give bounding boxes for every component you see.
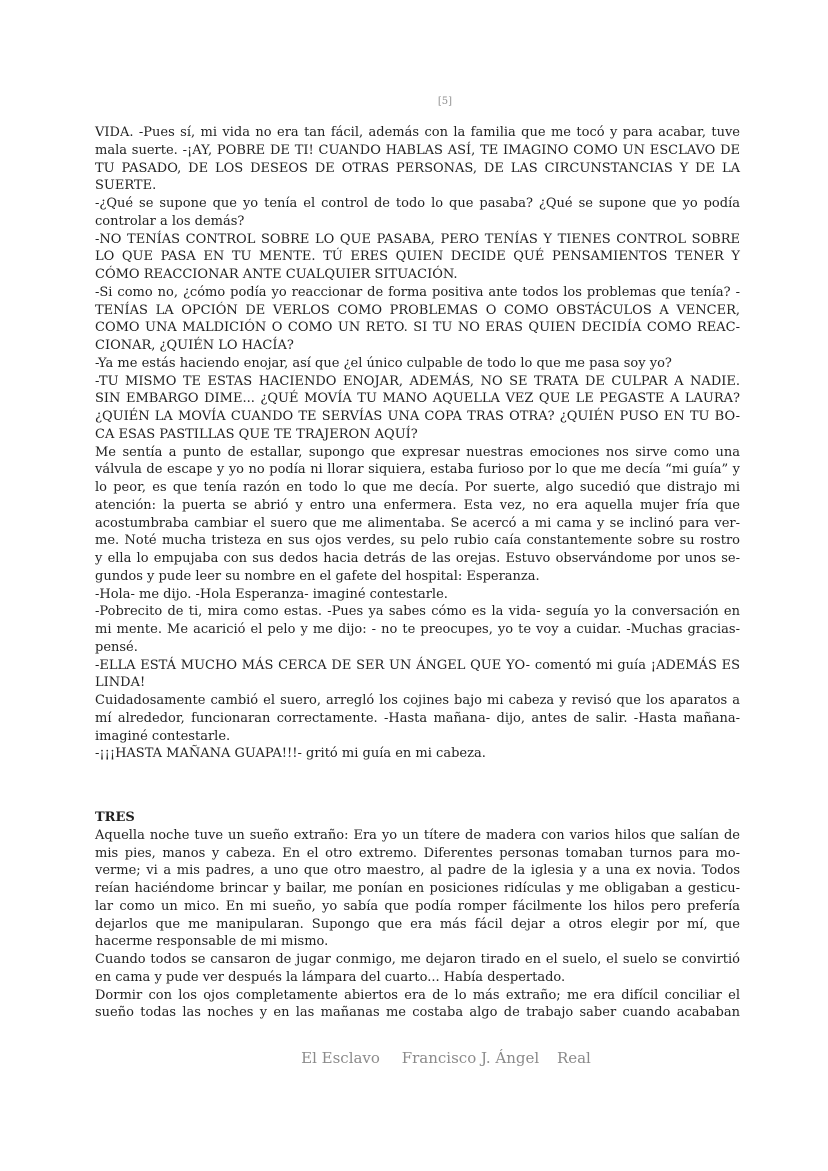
text-line: imaginé contestarle. [95, 728, 231, 744]
text-line: LINDA! [95, 675, 146, 691]
text-line: hacerme responsable de mi mismo. [95, 934, 329, 950]
text-line: -¡¡¡HASTA MAÑANA GUAPA!!!- gritó mi guía en mi cabeza. [95, 746, 486, 762]
text-line: sueño todas las noches y en las mañanas me costaba algo de trabajo saber cuando acababan [95, 1005, 740, 1021]
text-line: verme; vi a mis padres, a uno que otro maestro, al padre de la iglesia y a una ex novia. Todos [95, 863, 740, 879]
text-line: mí alrededor, funcionaran correctamente. -Hasta mañana- dijo, antes de salir. -Hasta mañana- [95, 710, 740, 726]
text-block [95, 124, 740, 1022]
text-line: -Si como no, ¿cómo podía yo reaccionar de forma positiva ante todos los problemas que tenía? - [95, 284, 740, 300]
text-line: VIDA. -Pues sí, mi vida no era tan fácil, además con la familia que me tocó y para acabar, tuve [95, 125, 740, 140]
footer-author-suffix: Real [556, 1049, 591, 1067]
text-line: dejarlos que me manipularan. Supongo que era más fácil dejar a otros elegir por mí, que [95, 916, 740, 932]
text-line: ¿QUIÉN LA MOVÍA CUANDO TE SERVÍAS UNA COPA TRAS OTRA? ¿QUIÉN PUSO EN TU BO- [95, 409, 740, 424]
text-line: reían haciéndome brincar y bailar, me ponían en posiciones ridículas y me obligaban a gesticu- [95, 881, 740, 896]
text-line: Dormir con los ojos completamente abiertos era de lo más extraño; me era difícil conciliar el [95, 987, 740, 1003]
text-line: -ELLA ESTÁ MUCHO MÁS CERCA DE SER UN ÁNGEL QUE YO- comentó mi guía ¡ADEMÁS ES [95, 657, 740, 673]
text-line: -TU MISMO TE ESTAS HACIENDO ENOJAR, ADEMÁS, NO SE TRATA DE CULPAR A NADIE. [95, 373, 740, 389]
text-line: mi mente. Me acarició el pelo y me dijo: - no te preocupes, yo te voy a cuidar. -Muchas gracias- [95, 622, 740, 637]
section-gap [95, 763, 740, 809]
text-line: TU PASADO, DE LOS DESEOS DE OTRAS PERSONAS, DE LAS CIRCUNSTANCIAS Y DE LA [95, 160, 740, 176]
text-line: Me sentía a punto de estallar, supongo que expresar nuestras emociones nos sirve como una [95, 444, 740, 460]
page-number: [5] [437, 96, 453, 107]
page-footer [64, 1049, 828, 1067]
text-line: CA ESAS PASTILLAS QUE TE TRAJERON AQUÍ? [95, 426, 418, 442]
text-line: COMO UNA MALDICIÓN O COMO UN RETO. SI TU NO ERAS QUIEN DECIDÍA COMO REAC- [95, 320, 740, 336]
text-line: CÓMO REACCIONAR ANTE CUALQUIER SITUACIÓN. [95, 267, 458, 282]
text-line: mis pies, manos y cabeza. En el otro extremo. Diferentes personas tomaban turnos para mo- [95, 845, 740, 861]
text-line: gundos y pude leer su nombre en el gafete del hospital: Esperanza. [95, 568, 540, 584]
text-line: -Hola- me dijo. -Hola Esperanza- imaginé contestarle. [95, 586, 448, 602]
text-line: -NO TENÍAS CONTROL SOBRE LO QUE PASABA, PERO TENÍAS Y TIENES CONTROL SOBRE [95, 231, 740, 247]
text-line: -Ya me estás haciendo enojar, así que ¿el único culpable de todo lo que me pasa soy yo? [95, 355, 672, 371]
text-line: lo peor, es que tenía razón en todo lo que me decía. Por suerte, algo sucedió que distrajo mi [95, 480, 740, 495]
footer-book-title: El Esclavo [301, 1049, 380, 1067]
text-line: pensé. [95, 639, 138, 655]
text-line: Cuidadosamente cambió el suero, arregló los cojines bajo mi cabeza y revisó que los aparatos a [95, 693, 740, 708]
text-line: me. Noté mucha tristeza en sus ojos verdes, su pelo rubio caía constantemente sobre su rostro [95, 533, 740, 549]
text-line: atención: la puerta se abrió y entro una enfermera. Esta vez, no era aquella mujer fría que [95, 497, 740, 513]
text-line: acostumbraba cambiar el suero que me alimentaba. Se acercó a mi cama y se inclinó para ver- [95, 515, 740, 531]
text-line: mala suerte. -¡AY, POBRE DE TI! CUANDO HABLAS ASÍ, TE IMAGINO COMO UN ESCLAVO DE [95, 142, 740, 158]
text-line: Aquella noche tuve un sueño extraño: Era yo un títere de madera con varios hilos que salían de [95, 827, 740, 843]
text-line: TENÍAS LA OPCIÓN DE VERLOS COMO PROBLEMAS O COMO OBSTÁCULOS A VENCER, [95, 302, 740, 318]
text-line: Cuando todos se cansaron de jugar conmigo, me dejaron tirado en el suelo, el suelo se convirtió [95, 952, 740, 967]
text-line: en cama y pude ver después la lámpara del cuarto... Había despertado. [95, 969, 566, 985]
text-line: lar como un mico. En mi sueño, yo sabía que podía romper fácilmente los hilos pero prefería [95, 898, 740, 914]
text-line: CIONAR, ¿QUIÉN LO HACÍA? [95, 338, 294, 353]
text-line: y ella lo empujaba con sus dedos hacia detrás de las orejas. Estuvo observándome por unos se- [95, 551, 740, 566]
text-line: controlar a los demás? [95, 213, 245, 229]
text-line: LO QUE PASA EN TU MENTE. TÚ ERES QUIEN DECIDE QUÉ PENSAMIENTOS TENER Y [95, 249, 740, 265]
section-heading: TRES [95, 810, 135, 825]
text-line: válvula de escape y yo no podía ni llorar siquiera, estaba furioso por lo que me decía “mi guía” y [95, 462, 740, 478]
footer-author: Francisco J. Ángel [401, 1049, 540, 1067]
text-line: SIN EMBARGO DIME... ¿QUÉ MOVÍA TU MANO AQUELLA VEZ QUE LE PEGASTE A LAURA? [95, 391, 740, 407]
text-line: SUERTE. [95, 178, 157, 194]
text-line: -Pobrecito de ti, mira como estas. -Pues ya sabes cómo es la vida- seguía yo la conversación en [95, 604, 740, 620]
text-line: -¿Qué se supone que yo tenía el control de todo lo que pasaba? ¿Qué se supone que yo podía [95, 196, 740, 211]
